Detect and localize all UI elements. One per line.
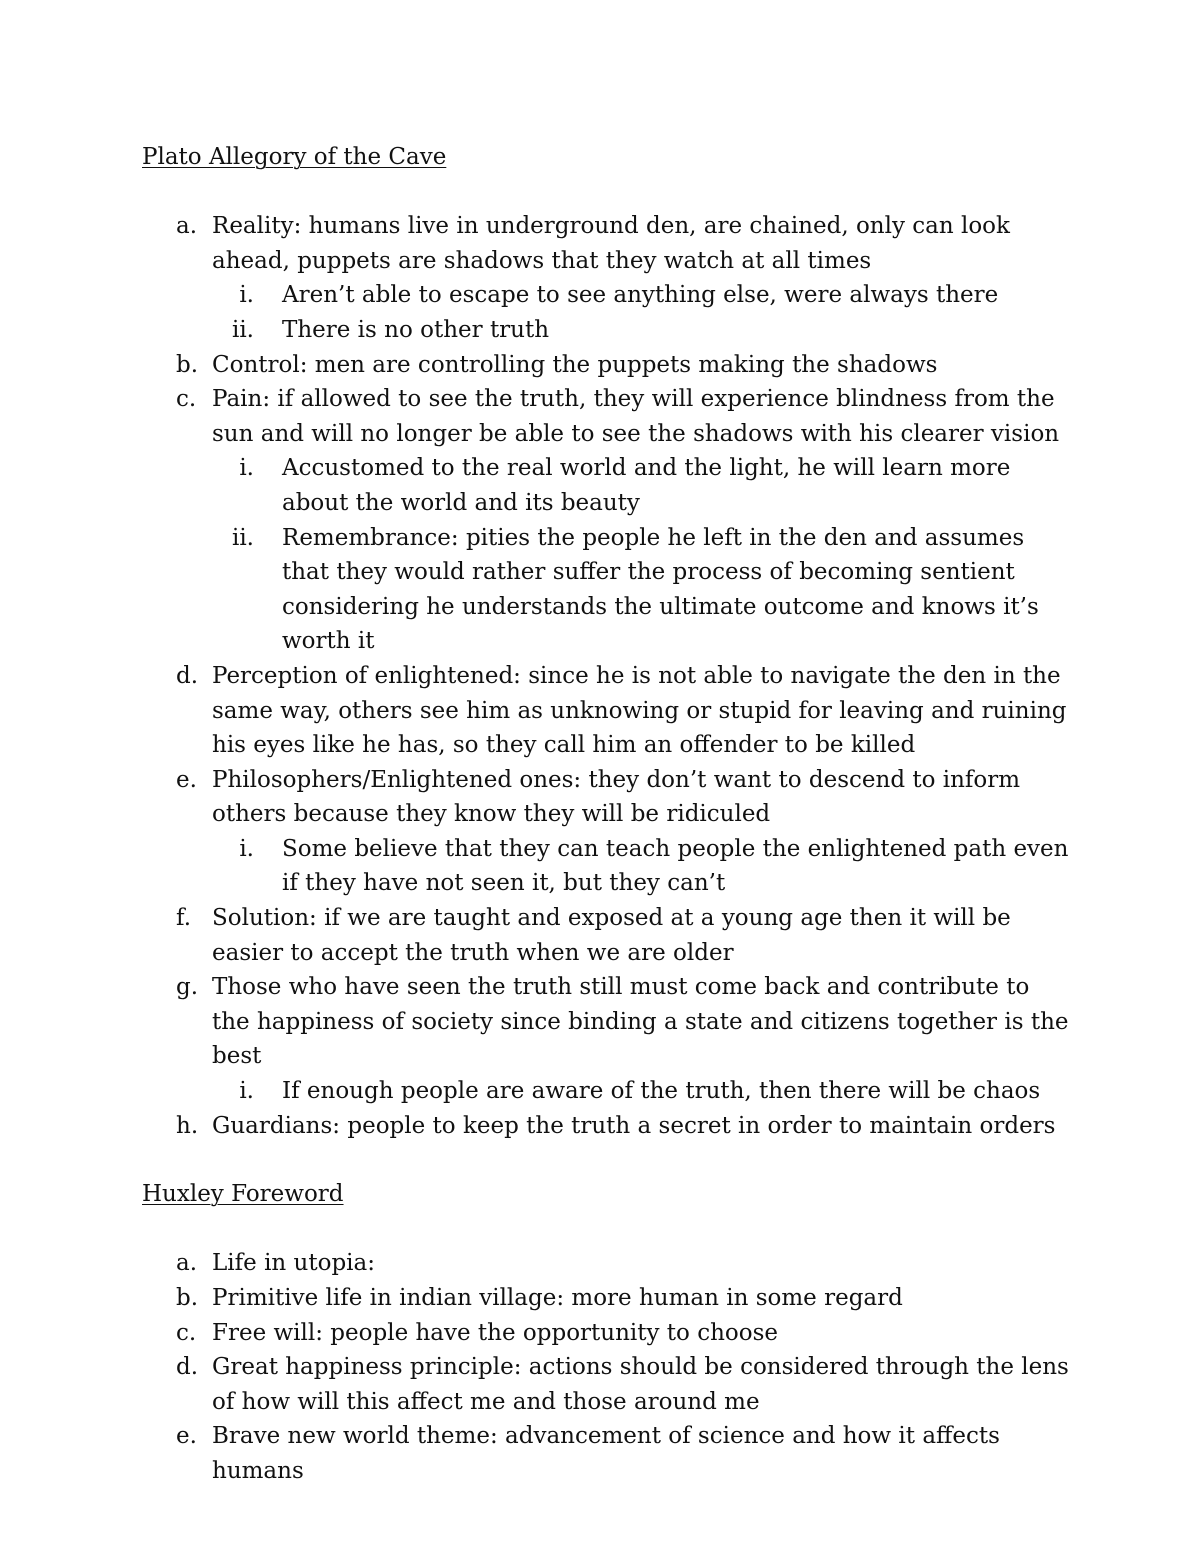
sub-list-item <box>212 832 1072 901</box>
subitem-text: Accustomed to the real world and the light, he will learn more about the world and its beauty <box>282 455 1011 516</box>
item-marker: d. <box>176 662 199 689</box>
list-item <box>142 1281 1072 1316</box>
list-item <box>142 1246 1072 1281</box>
sub-list <box>212 832 1072 901</box>
item-text: Solution: if we are taught and exposed at a young age then it will be easier to accept the truth when we are older <box>212 905 1011 966</box>
item-text: Philosophers/Enlightened ones: they don’t want to descend to inform others because they know they will be ridiculed <box>212 766 1021 828</box>
sub-list <box>212 278 1072 347</box>
item-marker: e. <box>176 766 197 793</box>
list-item <box>142 901 1072 970</box>
subitem-text: There is no other truth <box>282 316 550 343</box>
item-text: Great happiness principle: actions should be considered through the lens of how will this affect me and those around me <box>212 1354 1069 1415</box>
subitem-marker: i. <box>239 835 254 862</box>
item-text: Control: men are controlling the puppets making the shadows <box>212 351 938 378</box>
subitem-text: Some believe that they can teach people the enlightened path even if they have not seen it, but they can’t <box>282 835 1069 897</box>
item-marker: b. <box>176 1285 199 1311</box>
section-huxley <box>142 1177 1072 1488</box>
item-marker: c. <box>176 1319 197 1346</box>
section-heading: Plato Allegory of the Cave <box>142 144 447 170</box>
subitem-marker: ii. <box>231 524 254 551</box>
item-marker: e. <box>176 1423 197 1450</box>
subitem-text: If enough people are aware of the truth, then there will be chaos <box>282 1078 1041 1105</box>
sub-list-item <box>212 1074 1072 1109</box>
list-item <box>142 1109 1072 1144</box>
item-text: Free will: people have the opportunity to choose <box>212 1319 779 1346</box>
item-marker: c. <box>176 386 197 413</box>
list-item <box>142 659 1072 763</box>
list-item <box>142 1419 1072 1488</box>
outline-list <box>142 1246 1072 1488</box>
section-heading: Huxley Foreword <box>142 1181 344 1208</box>
item-text: Life in utopia: <box>212 1250 375 1277</box>
list-item <box>142 763 1072 901</box>
document-page <box>142 140 1072 1489</box>
list-item <box>142 209 1072 347</box>
section-plato <box>142 140 1072 1143</box>
list-item <box>142 382 1072 659</box>
list-item <box>142 348 1072 383</box>
item-marker: d. <box>176 1354 199 1381</box>
item-marker: f. <box>176 905 192 932</box>
sub-list-item <box>212 451 1072 520</box>
subitem-marker: ii. <box>231 316 254 343</box>
item-text: Guardians: people to keep the truth a secret in order to maintain orders <box>212 1112 1056 1139</box>
outline-list <box>142 209 1072 1143</box>
item-text: Perception of enlightened: since he is not able to navigate the den in the same way, others see him as unknowing or stupid for leaving and ruining his eyes like he has, so they call him an offender to be killed <box>212 662 1067 759</box>
item-text: Those who have seen the truth still must come back and contribute to the happiness of society since binding a state and citizens together is the best <box>212 974 1069 1070</box>
sub-list <box>212 451 1072 659</box>
item-text: Reality: humans live in underground den, are chained, only can look ahead, puppets are shadows that they watch at all times <box>212 213 1010 274</box>
sub-list <box>212 1074 1072 1109</box>
item-marker: h. <box>176 1112 199 1139</box>
item-marker: a. <box>176 213 198 240</box>
sub-list-item <box>212 278 1072 313</box>
item-text: Brave new world theme: advancement of science and how it affects humans <box>212 1423 1000 1484</box>
list-item <box>142 1350 1072 1419</box>
subitem-text: Remembrance: pities the people he left in the den and assumes that they would rather suffer the process of becoming sentient considering he understands the ultimate outcome and knows it’s worth it <box>282 524 1039 655</box>
item-marker: a. <box>176 1250 198 1277</box>
sub-list-item <box>212 521 1072 659</box>
list-item <box>142 970 1072 1108</box>
subitem-marker: i. <box>239 1078 254 1105</box>
subitem-marker: i. <box>239 282 254 309</box>
item-marker: b. <box>176 351 199 378</box>
item-marker: g. <box>176 974 199 1001</box>
list-item <box>142 1316 1072 1351</box>
item-text: Pain: if allowed to see the truth, they will experience blindness from the sun and will no longer be able to see the shadows with his clearer vision <box>212 386 1060 447</box>
subitem-text: Aren’t able to escape to see anything else, were always there <box>282 282 999 309</box>
sub-list-item <box>212 313 1072 348</box>
item-text: Primitive life in indian village: more human in some regard <box>212 1285 903 1311</box>
subitem-marker: i. <box>239 455 254 482</box>
